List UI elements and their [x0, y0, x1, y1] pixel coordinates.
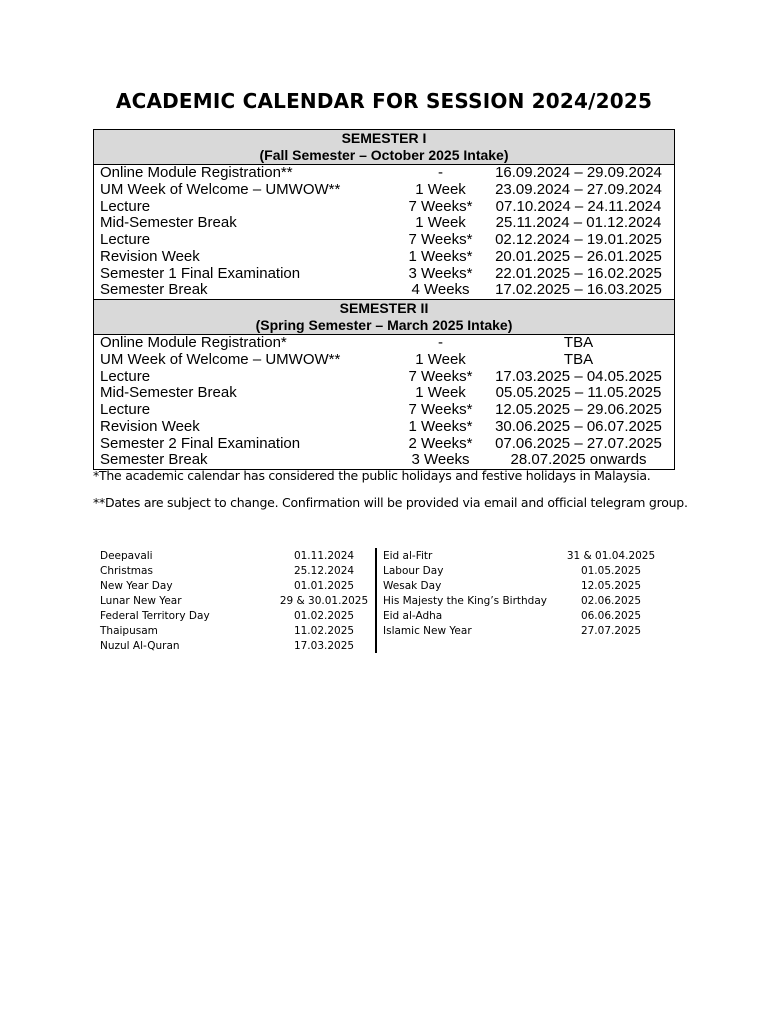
- duration-cell: 4 Weeks: [411, 281, 470, 299]
- holiday-row: [383, 624, 661, 639]
- dates-cell: 07.06.2025 – 27.07.2025: [495, 434, 662, 452]
- duration-cell: 3 Weeks*: [408, 264, 473, 282]
- page-title: ACADEMIC CALENDAR FOR SESSION 2024/2025: [115, 89, 653, 113]
- table-row: [94, 249, 674, 266]
- dates-cell: 17.02.2025 – 16.03.2025: [495, 281, 662, 299]
- table-row: [94, 182, 674, 199]
- holiday-row: [100, 594, 370, 609]
- holiday-name: Islamic New Year: [383, 625, 472, 637]
- activity-cell: Mid-Semester Break: [100, 384, 237, 402]
- holiday-date: 01.11.2024: [293, 550, 355, 562]
- duration-cell: 1 Weeks*: [408, 417, 473, 435]
- dates-cell: 12.05.2025 – 29.06.2025: [495, 401, 662, 418]
- dates-cell: 28.07.2025 onwards: [510, 451, 647, 469]
- semester-2-heading: SEMESTER II: [339, 300, 429, 316]
- holiday-name: Labour Day: [383, 565, 444, 577]
- holiday-date: 12.05.2025: [580, 580, 642, 592]
- holiday-name: Christmas: [100, 565, 153, 577]
- dates-cell: 22.01.2025 – 16.02.2025: [495, 264, 662, 282]
- holiday-name: Thaipusam: [100, 625, 158, 637]
- table-row: [94, 165, 674, 182]
- holiday-date: 29 & 30.01.2025: [279, 595, 369, 607]
- holiday-row: [383, 549, 661, 564]
- activity-cell: Revision Week: [100, 417, 200, 435]
- holiday-row: [100, 579, 370, 594]
- dates-cell: TBA: [563, 334, 594, 351]
- holiday-row: [100, 639, 370, 654]
- holiday-date: 25.12.2024: [293, 565, 355, 577]
- activity-cell: Lecture: [100, 197, 151, 215]
- semester-2-header: [94, 299, 674, 335]
- holiday-date: 17.03.2025: [293, 640, 355, 652]
- holiday-row: [100, 564, 370, 579]
- holiday-name: New Year Day: [100, 580, 173, 592]
- activity-cell: Lecture: [100, 367, 151, 385]
- holiday-row: [100, 609, 370, 624]
- activity-cell: UM Week of Welcome – UMWOW**: [100, 350, 341, 368]
- holiday-row: [100, 624, 370, 639]
- holiday-name: Lunar New Year: [100, 595, 182, 607]
- holiday-date: 31 & 01.04.2025: [566, 550, 656, 562]
- holiday-name: Nuzul Al-Quran: [100, 640, 180, 652]
- holiday-row: [100, 549, 370, 564]
- dates-cell: 07.10.2024 – 24.11.2024: [495, 197, 662, 215]
- semester-1-subheading: (Fall Semester – October 2025 Intake): [259, 147, 509, 163]
- duration-cell: 7 Weeks*: [408, 367, 473, 385]
- dates-cell: 02.12.2024 – 19.01.2025: [495, 231, 662, 248]
- activity-cell: Online Module Registration*: [100, 334, 287, 351]
- footnote-dates-subject-to-change: **Dates are subject to change. Confirmation will be provided via email and official telegram group.: [93, 495, 688, 510]
- activity-cell: Mid-Semester Break: [100, 214, 237, 232]
- activity-cell: Online Module Registration**: [100, 164, 293, 181]
- holiday-name: Wesak Day: [383, 580, 442, 592]
- holiday-list-left: [100, 549, 370, 654]
- holiday-date: 01.05.2025: [580, 565, 642, 577]
- table-row: [94, 385, 674, 402]
- dates-cell: 23.09.2024 – 27.09.2024: [495, 180, 662, 198]
- dates-cell: 17.03.2025 – 04.05.2025: [495, 367, 662, 385]
- activity-cell: Semester 2 Final Examination: [100, 434, 301, 452]
- activity-cell: Semester Break: [100, 281, 208, 299]
- table-row: [94, 335, 674, 352]
- activity-cell: Semester Break: [100, 451, 208, 469]
- semester-1-heading: SEMESTER I: [341, 130, 427, 146]
- duration-cell: 1 Week: [415, 350, 466, 368]
- duration-cell: 1 Week: [415, 180, 466, 198]
- holiday-row: [383, 594, 661, 609]
- duration-cell: 1 Week: [415, 384, 466, 402]
- holiday-name: Deepavali: [100, 550, 153, 562]
- dates-cell: 25.11.2024 – 01.12.2024: [495, 214, 662, 232]
- holiday-date: 01.01.2025: [293, 580, 355, 592]
- duration-cell: 1 Weeks*: [408, 247, 473, 265]
- table-row: [94, 436, 674, 453]
- duration-cell: -: [438, 334, 443, 351]
- duration-cell: -: [438, 164, 443, 181]
- table-row: [94, 232, 674, 249]
- semester-1-header: [94, 130, 674, 165]
- holiday-date: 06.06.2025: [580, 610, 642, 622]
- dates-cell: 05.05.2025 – 11.05.2025: [495, 384, 662, 402]
- holiday-name: Federal Territory Day: [100, 610, 210, 622]
- holiday-date: 27.07.2025: [580, 625, 642, 637]
- activity-cell: Revision Week: [100, 247, 200, 265]
- semester-1-rows: [94, 165, 674, 299]
- table-row: [94, 402, 674, 419]
- dates-cell: 16.09.2024 – 29.09.2024: [495, 164, 662, 181]
- holiday-row: [383, 579, 661, 594]
- holiday-date: 02.06.2025: [580, 595, 642, 607]
- holiday-row: [383, 609, 661, 624]
- dates-cell: 20.01.2025 – 26.01.2025: [495, 247, 662, 265]
- table-row: [94, 419, 674, 436]
- holiday-name: Eid al-Fitr: [383, 550, 433, 562]
- activity-cell: Lecture: [100, 401, 151, 418]
- duration-cell: 3 Weeks: [411, 451, 470, 469]
- holiday-name: Eid al-Adha: [383, 610, 443, 622]
- dates-cell: 30.06.2025 – 06.07.2025: [495, 417, 662, 435]
- activity-cell: Semester 1 Final Examination: [100, 264, 301, 282]
- table-row: [94, 215, 674, 232]
- duration-cell: 7 Weeks*: [408, 401, 473, 418]
- table-row: [94, 369, 674, 386]
- holiday-list-right: [383, 549, 661, 639]
- table-row: [94, 266, 674, 283]
- duration-cell: 7 Weeks*: [408, 231, 473, 248]
- semester-2-rows: [94, 335, 674, 469]
- duration-cell: 1 Week: [415, 214, 466, 232]
- holiday-row: [383, 564, 661, 579]
- duration-cell: 2 Weeks*: [408, 434, 473, 452]
- table-row: [94, 352, 674, 369]
- footnote-public-holidays: *The academic calendar has considered the public holidays and festive holidays in Malaysia.: [93, 468, 651, 483]
- holiday-name: His Majesty the King’s Birthday: [383, 595, 547, 607]
- semester-2-subheading: (Spring Semester – March 2025 Intake): [255, 317, 513, 333]
- activity-cell: Lecture: [100, 231, 151, 248]
- table-row: [94, 282, 674, 299]
- dates-cell: TBA: [563, 350, 594, 368]
- table-row: [94, 199, 674, 216]
- holiday-column-divider: [375, 548, 377, 653]
- duration-cell: 7 Weeks*: [408, 197, 473, 215]
- academic-calendar-table: [93, 129, 675, 470]
- holiday-date: 11.02.2025: [293, 625, 355, 637]
- table-row: [94, 452, 674, 469]
- activity-cell: UM Week of Welcome – UMWOW**: [100, 180, 341, 198]
- holiday-date: 01.02.2025: [293, 610, 355, 622]
